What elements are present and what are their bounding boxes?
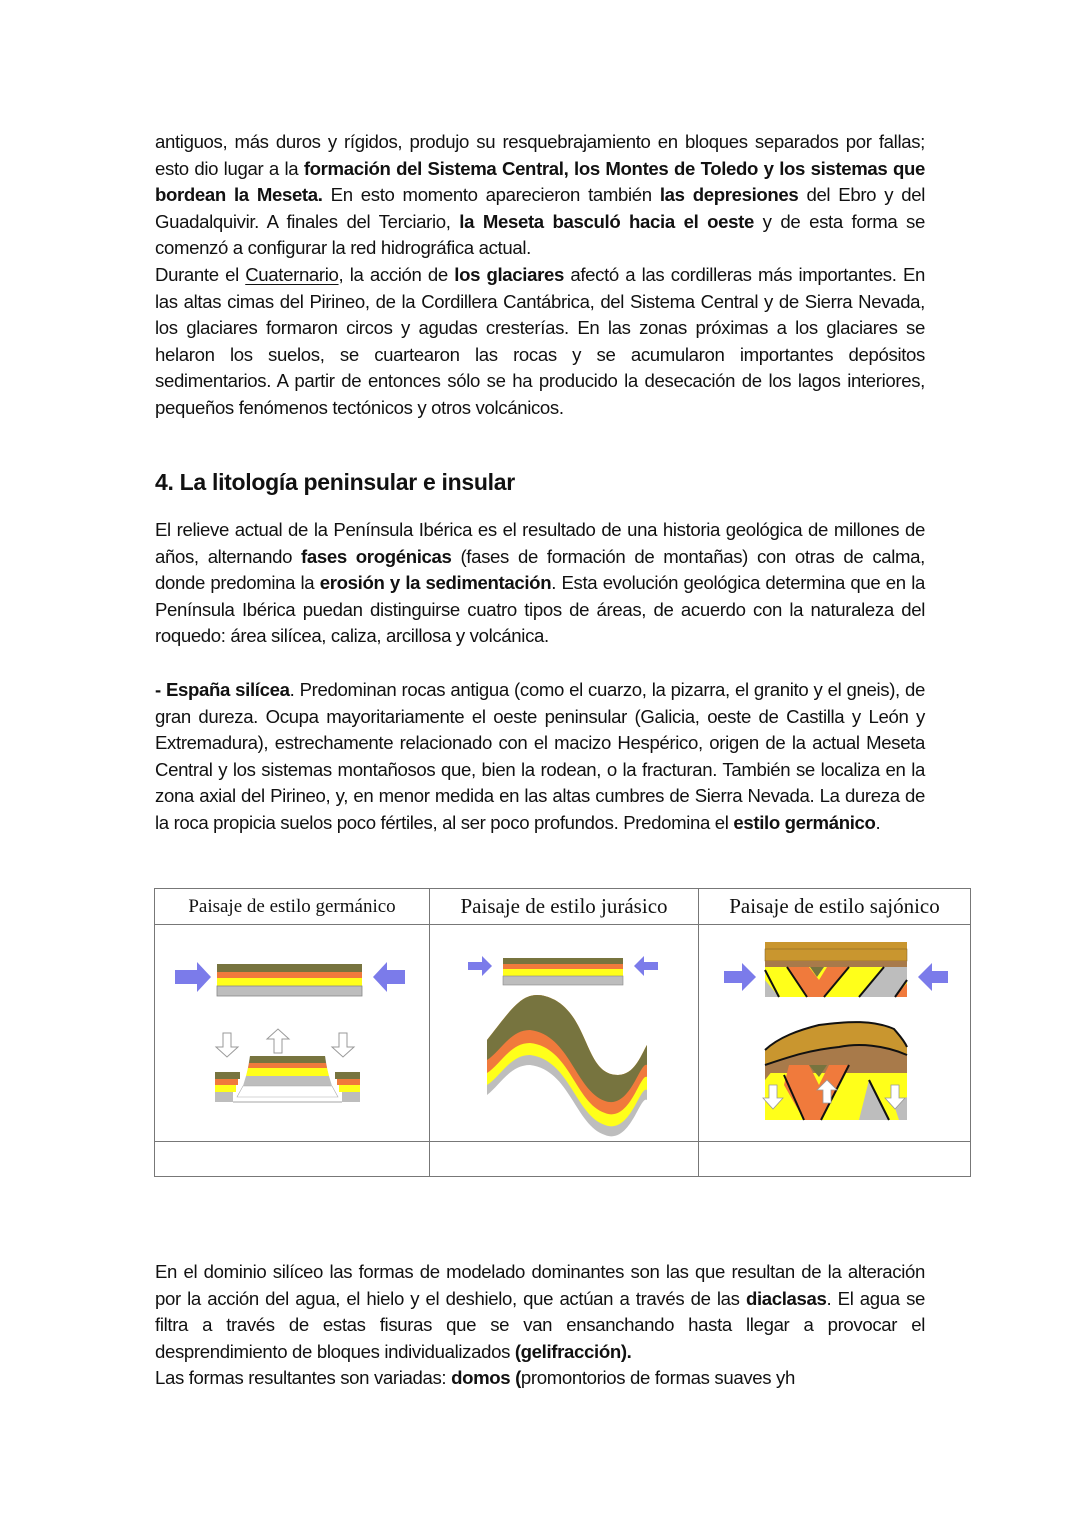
header-sajonico: Paisaje de estilo sajónico	[699, 889, 971, 925]
paragraph-cuaternario	[155, 262, 925, 422]
down-arrow-left-icon	[216, 1033, 238, 1057]
paragraph-text: Durante el Cuaternario, la acción de los glaciares afectó a las cordilleras más importantes. En las altas cimas del Pirineo, de la Cordillera Cantábrica, del Sistema Central y de Sierra Nevada, los glaciares formaron circos y agudas cresterías. En las zonas próximas a los glaciares se helaron los suelos, se cuartearon las rocas y se acumularon importantes depósitos sedimentarios. A partir de entonces sólo se ha producido la desecación de los lagos interiores, pequeños fenómenos tectónicos y otros volcánicos.	[155, 264, 925, 418]
table-header-row	[155, 889, 971, 925]
jurassic-relief-diagram	[430, 925, 698, 1141]
table-footer-row	[155, 1142, 971, 1177]
section-heading: 4. La litología peninsular e insular	[155, 469, 515, 495]
paragraph-text: - España silícea. Predominan rocas antigua (como el cuarzo, la pizarra, el granito y el gneis), de gran dureza. Ocupa mayoritariamente el oeste peninsular (Galicia, oeste de Castilla y León y Extremadura), estrechamente relacionado con el macizo Hespérico, origen de la actual Meseta Central y los sistemas montañosos que, bien la rodean, o la fracturan. También se localiza en la zona axial del Pirineo, y, en menor medida en las altas cumbres de Sierra Nevada. La dureza de la roca propicia suelos poco fértiles, al ser poco profundos. Predomina el estilo germánico.	[155, 679, 925, 833]
relief-styles-table	[154, 888, 971, 1177]
compression-arrow-left-icon	[468, 956, 492, 976]
paragraph-dominio-siliceo	[155, 1259, 925, 1365]
paragraph-text: Las formas resultantes son variadas: domos (promontorios de formas suaves yh	[155, 1367, 795, 1388]
figure-cell-sajonico	[699, 925, 971, 1142]
compression-arrow-right-icon	[918, 963, 948, 991]
paragraph-espana-silicea	[155, 677, 925, 837]
compression-arrow-right-icon	[634, 956, 658, 976]
figure-cell-jurasico	[430, 925, 699, 1142]
paragraph-text: antiguos, más duros y rígidos, produjo su resquebrajamiento en bloques separados por fallas; esto dio lugar a la formación del Sistema Central, los Montes de Toledo y los sistemas que bordean la Meseta. En esto momento aparecieron también las depresiones del Ebro y del Guadalquivir. A finales del Terciario, la Meseta basculó hacia el oeste y de esta forma se comenzó a configurar la red hidrográfica actual.	[155, 131, 925, 259]
footer-cell-sajonico	[699, 1142, 971, 1177]
paragraph-text: En el dominio silíceo las formas de modelado dominantes son las que resultan de la alteración por la acción del agua, el hielo y el deshielo, que actúan a través de las diaclasas. El agua se filtra a través de estas fisuras que se van ensanchando hasta llegar a provocar el desprendimiento de bloques individualizados (gelifracción).	[155, 1261, 926, 1362]
footer-cell-germanico	[155, 1142, 430, 1177]
header-jurasico: Paisaje de estilo jurásico	[430, 889, 699, 925]
paragraph-relieve	[155, 517, 925, 650]
up-arrow-center-icon	[267, 1029, 289, 1053]
footer-cell-jurasico	[430, 1142, 699, 1177]
header-germanico: Paisaje de estilo germánico	[155, 889, 430, 925]
paragraph-terciario	[155, 129, 925, 262]
figure-cell-germanico	[155, 925, 430, 1142]
compression-arrow-right-icon	[373, 962, 405, 992]
paragraph-formas-resultantes	[155, 1365, 925, 1392]
table-figure-row	[155, 925, 971, 1142]
compression-arrow-left-icon	[175, 962, 211, 992]
down-arrow-right-icon	[332, 1033, 354, 1057]
compression-arrow-left-icon	[724, 963, 756, 991]
saxon-relief-diagram	[699, 925, 970, 1141]
paragraph-text: El relieve actual de la Península Ibérica es el resultado de una historia geológica de millones de años, alternando fases orogénicas (fases de formación de montañas) con otras de calma, donde predomina la erosión y la sedimentación. Esta evolución geológica determina que en la Península Ibérica puedan distinguirse cuatro tipos de áreas, de acuerdo con la naturaleza del roquedo: área silícea, caliza, arcillosa y volcánica.	[155, 519, 925, 647]
germanic-relief-diagram	[155, 925, 429, 1141]
